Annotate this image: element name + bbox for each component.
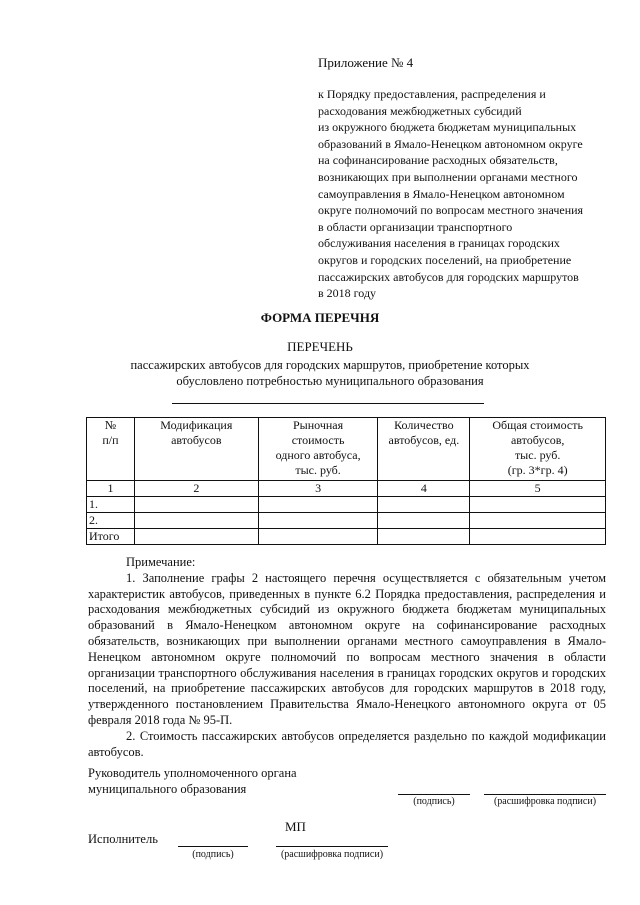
row-number: 2. <box>87 513 135 529</box>
appendix-line: на софинансирование расходных обязательств, <box>318 153 558 168</box>
list-title: ПЕРЕЧЕНЬ <box>287 339 353 354</box>
notes-heading: Примечание: <box>126 555 196 569</box>
table-column-numbers-row <box>87 481 606 497</box>
executor-label: Исполнитель <box>88 832 158 846</box>
appendix-line: пассажирских автобусов для городских маршрутов <box>318 269 579 284</box>
table-header-row <box>87 418 606 481</box>
appendix-line: образований в Ямало-Ненецком автономном округе <box>318 136 583 151</box>
table-row <box>87 513 606 529</box>
table-total-row <box>87 529 606 545</box>
note-item: 2. Стоимость пассажирских автобусов определяется раздельно по каждой модификации автобусов. <box>88 728 606 759</box>
table-cell <box>470 529 606 545</box>
appendix-text <box>318 86 618 302</box>
executor-decoding-caption: (расшифровка подписи) <box>280 849 384 860</box>
table-cell <box>258 529 378 545</box>
form-title: ФОРМА ПЕРЕЧНЯ <box>260 310 380 325</box>
header-number: № п/п <box>87 418 135 481</box>
head-signature-line: Руководитель уполномоченного органа <box>88 766 297 780</box>
appendix-line: возникающих при выполнении органами местного <box>318 169 578 184</box>
table-cell <box>134 513 258 529</box>
signature-caption: (подпись) <box>413 796 455 807</box>
appendix-line: округе полномочий по вопросам местного значения <box>318 203 584 218</box>
column-number: 2 <box>134 481 258 497</box>
table-cell <box>470 497 606 513</box>
table-cell <box>470 513 606 529</box>
list-subtitle-line: обусловлено потребностью муниципального образования <box>176 374 484 388</box>
stamp-placeholder: МП <box>285 819 306 834</box>
total-label: Итого <box>87 529 135 545</box>
column-number: 3 <box>258 481 378 497</box>
header-modification: Модификация автобусов <box>134 418 258 481</box>
municipality-blank-line <box>172 403 484 404</box>
table-cell <box>258 497 378 513</box>
header-total-cost: Общая стоимость автобусов, тыс. руб. (гр. 3*гр. 4) <box>470 418 606 481</box>
head-signature-label <box>88 765 388 797</box>
row-number: 1. <box>87 497 135 513</box>
executor-signature-line <box>178 846 248 847</box>
column-number: 1 <box>87 481 135 497</box>
column-number: 4 <box>378 481 470 497</box>
note-item: 1. Заполнение графы 2 настоящего перечня осуществляется с обязательным учетом характеристик автобусов, приведенных в пункте 6.2 Порядка предоставления, распределения и расходования межбюджетных субсидий из окружного бюджета бюджетам муниципальных образований в Ямало-Ненецком автономном округе на софинансирование расходных обязательств, возникающих при выполнении органами местного самоуправления в Ямало-Ненецком автономном округе полномочий по вопросам местного значения в области организации транспортного обслуживания населения в границах городских округов и городских поселений, на приобретение пассажирских автобусов для городских маршрутов в 2018 году, утвержденного постановлением Правительства Ямало-Ненецкого автономного округа от 05 февраля 2018 года № 95-П. <box>88 570 606 727</box>
appendix-line: обслуживания населения в границах городских <box>318 236 560 251</box>
table-cell <box>258 513 378 529</box>
list-subtitle-line: пассажирских автобусов для городских маршрутов, приобретение которых <box>130 358 530 372</box>
appendix-line: расходования межбюджетных субсидий <box>318 103 522 118</box>
table-cell <box>378 529 470 545</box>
appendix-line: самоуправления в Ямало-Ненецком автономном <box>318 186 565 201</box>
signature-line <box>398 794 470 795</box>
appendix-line: к Порядку предоставления, распределения и <box>318 87 546 101</box>
list-subtitle <box>90 357 570 389</box>
table-cell <box>378 497 470 513</box>
header-quantity: Количество автобусов, ед. <box>378 418 470 481</box>
appendix-line: округов и городских поселений, на приобретение <box>318 252 572 267</box>
executor-decoding-line <box>276 846 388 847</box>
table-row <box>87 497 606 513</box>
table-cell <box>134 529 258 545</box>
appendix-title: Приложение № 4 <box>318 55 414 70</box>
notes-section <box>88 555 606 760</box>
head-signature-line: муниципального образования <box>88 782 247 796</box>
table-cell <box>378 513 470 529</box>
appendix-line: в области организации транспортного <box>318 219 513 234</box>
decoding-line <box>484 794 606 795</box>
column-number: 5 <box>470 481 606 497</box>
appendix-line: из окружного бюджета бюджетам муниципальных <box>318 120 577 135</box>
table-cell <box>134 497 258 513</box>
decoding-caption: (расшифровка подписи) <box>493 796 597 807</box>
bus-list-table <box>86 417 606 545</box>
appendix-line: в 2018 году <box>318 286 377 301</box>
executor-signature-caption: (подпись) <box>192 849 234 860</box>
header-market-price: Рыночная стоимость одного автобуса, тыс. руб. <box>258 418 378 481</box>
